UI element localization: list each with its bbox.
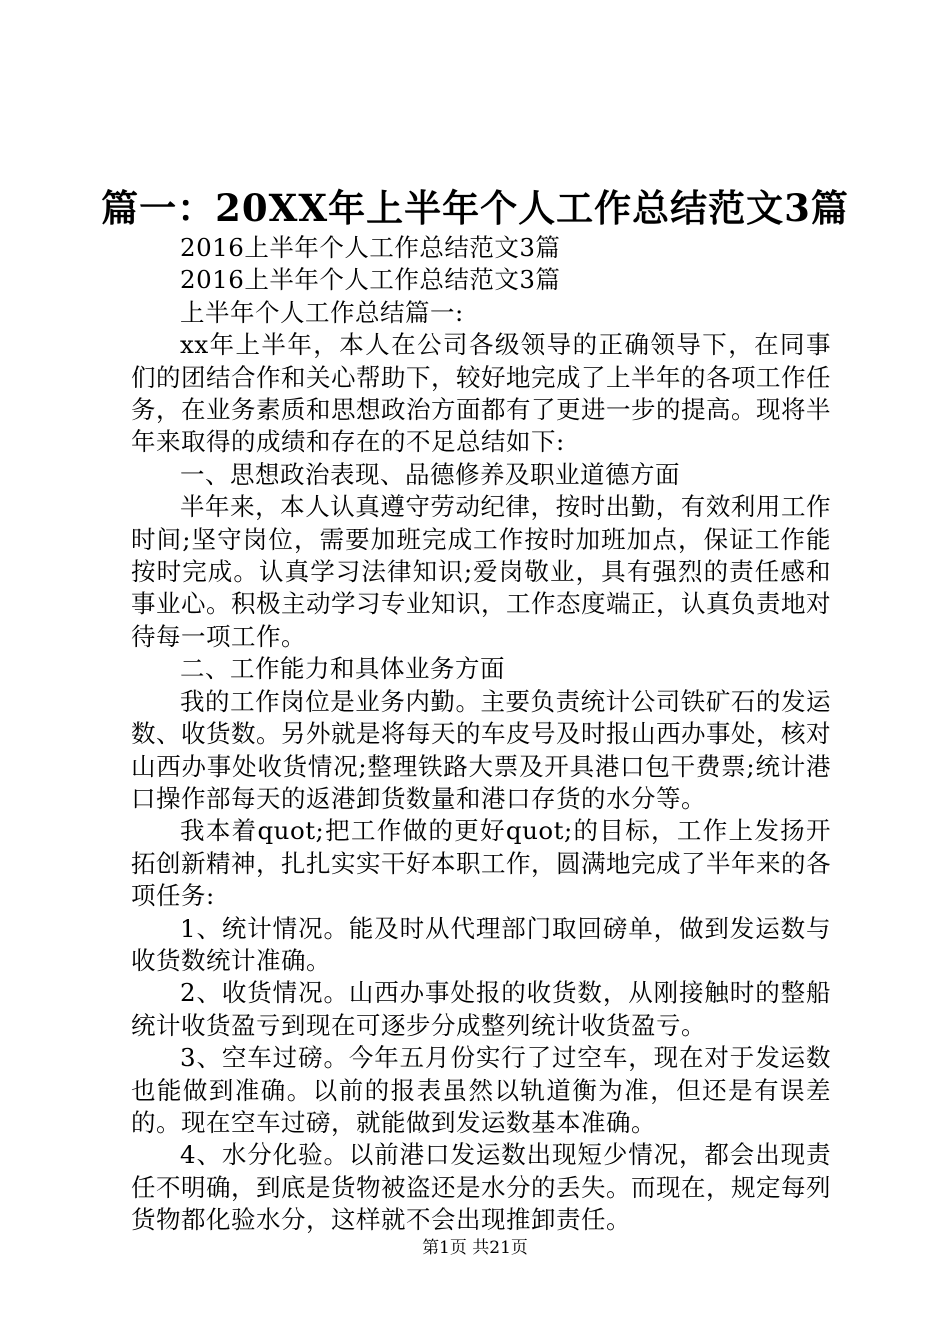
page-footer: 第1页 共21页 — [422, 1238, 528, 1258]
document-title: 篇一：20XX年上半年个人工作总结范文3篇 — [101, 186, 849, 230]
section-heading: 一、思想政治表现、品德修养及职业道德方面 — [180, 459, 680, 489]
list-item: 4、水分化验。以前港口发运数出现短少情况，都会出现责任不明确，到底是货物被盗还是水分的丢失。而现在，规定每列货物都化验水分，这样就不会出现推卸责任。 — [131, 1140, 831, 1235]
list-item: 1、统计情况。能及时从代理部门取回磅单，做到发运数与收货数统计准确。 — [131, 913, 831, 975]
paragraph: 2016上半年个人工作总结范文3篇 — [180, 265, 561, 295]
paragraph: 我的工作岗位是业务内勤。主要负责统计公司铁矿石的发运数、收货数。另外就是将每天的车皮号及时报山西办事处，核对山西办事处收货情况;整理铁路大票及开具港口包干费票;统计港口操作部每天的返港卸货数量和港口存货的水分等。 — [131, 686, 831, 813]
paragraph: 我本着quot;把工作做的更好quot;的目标，工作上发扬开拓创新精神，扎扎实实干好本职工作，圆满地完成了半年来的各项任务: — [131, 816, 831, 911]
paragraph: xx年上半年，本人在公司各级领导的正确领导下，在同事们的团结合作和关心帮助下，较好地完成了上半年的各项工作任务，在业务素质和思想政治方面都有了更进一步的提高。现将半年来取得的成绩和存在的不足总结如下: — [131, 330, 831, 457]
section-heading: 二、工作能力和具体业务方面 — [180, 654, 505, 684]
paragraph: 2016上半年个人工作总结范文3篇 — [180, 233, 561, 262]
paragraph: 半年来，本人认真遵守劳动纪律，按时出勤，有效利用工作时间;坚守岗位，需要加班完成工作按时加班加点，保证工作能按时完成。认真学习法律知识;爱岗敬业，具有强烈的责任感和事业心。积极主动学习专业知识，工作态度端正，认真负责地对待每一项工作。 — [131, 492, 831, 651]
list-item: 3、空车过磅。今年五月份实行了过空车，现在对于发运数也能做到准确。以前的报表虽然以轨道衡为准，但还是有误差的。现在空车过磅，就能做到发运数基本准确。 — [131, 1043, 831, 1137]
list-item: 2、收货情况。山西办事处报的收货数，从刚接触时的整船统计收货盈亏到现在可逐步分成整列统计收货盈亏。 — [131, 978, 831, 1040]
document-body — [131, 232, 831, 1237]
paragraph: 上半年个人工作总结篇一: — [180, 297, 464, 327]
